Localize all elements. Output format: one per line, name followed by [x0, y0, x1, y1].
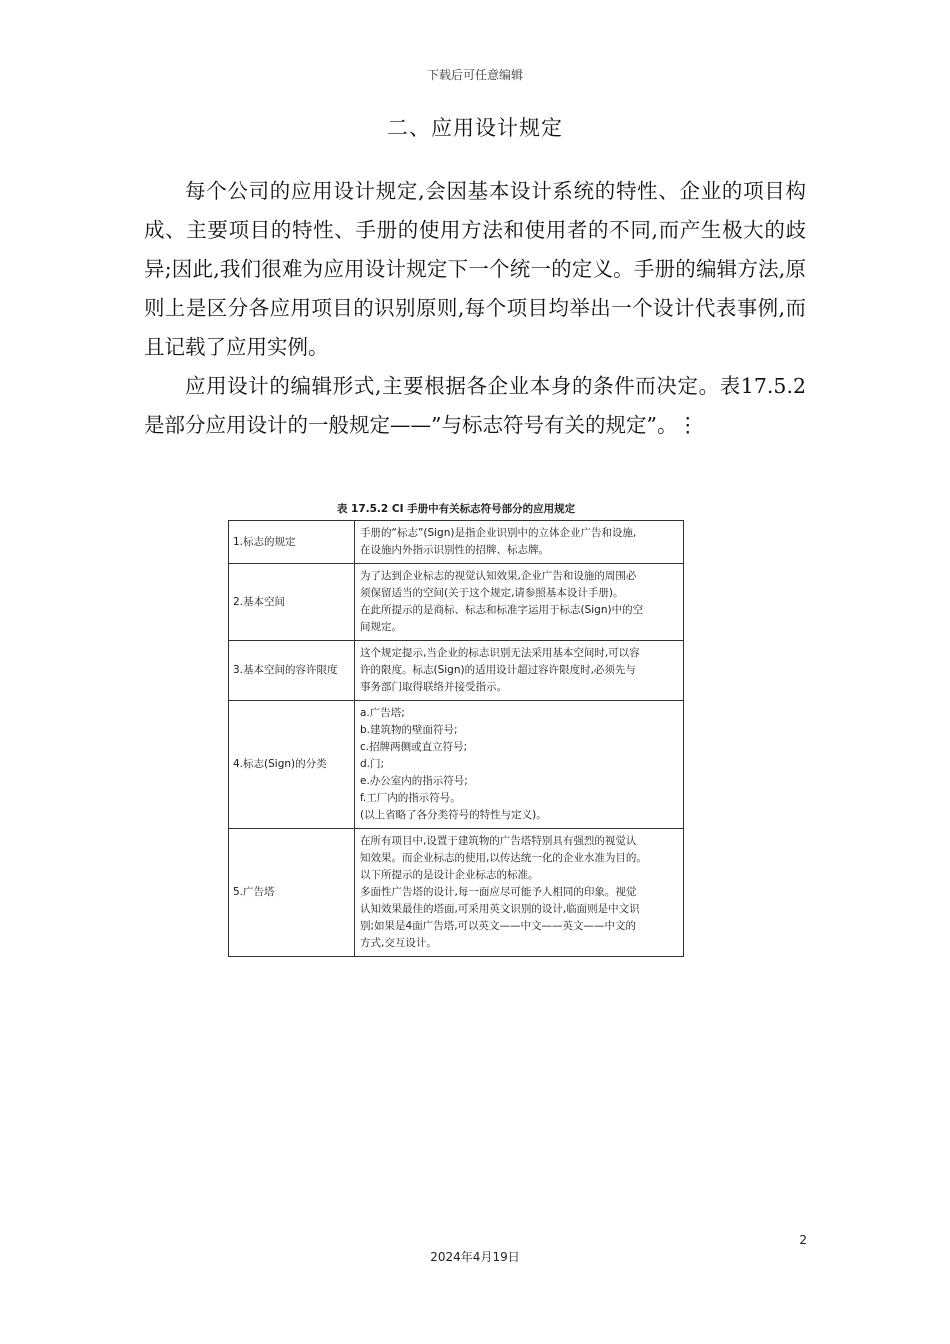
sign-rules-table — [228, 520, 684, 957]
description-line: c.招牌两侧或直立符号; — [360, 741, 468, 753]
description-line: 在所有项目中,设置于建筑物的广告塔特别具有强烈的视觉认 — [360, 835, 637, 847]
row-description — [355, 701, 684, 829]
row-label: 1.标志的规定 — [229, 521, 355, 564]
description-line: b.建筑物的壁面符号; — [360, 724, 458, 736]
description-line: 须保留适当的空间(关于这个规定,请参照基本设计手册)。 — [360, 587, 624, 599]
table-figure — [228, 500, 684, 957]
description-line: 事务部门取得联络并接受指示。 — [360, 681, 507, 693]
description-line: 许的限度。标志(Sign)的适用设计超过容许限度时,必须先与 — [360, 664, 636, 676]
description-line: 方式,交互设计。 — [360, 937, 437, 949]
description-line: 认知效果最佳的塔面,可采用英文识别的设计,临面则是中文识 — [360, 903, 640, 915]
table-row — [229, 641, 684, 701]
row-label: 4.标志(Sign)的分类 — [229, 701, 355, 829]
row-label: 5.广告塔 — [229, 829, 355, 957]
description-line: 间规定。 — [360, 621, 402, 633]
body-paragraph-1: 每个公司的应用设计规定,会因基本设计系统的特性、企业的项目构成、主要项目的特性、手册的使用方法和使用者的不同,而产生极大的歧异;因此,我们很难为应用设计规定下一个统一的定义。手册的编辑方法,原则上是区分各应用项目的识别原则,每个项目均举出一个设计代表事例,而且记载了应用实例。 — [144, 179, 806, 359]
description-line: a.广告塔; — [360, 707, 405, 719]
table-row — [229, 521, 684, 564]
table-row — [229, 564, 684, 641]
description-line: 手册的“标志”(Sign)是指企业识别中的立体企业广告和设施, — [360, 527, 637, 539]
description-line: d.门; — [360, 758, 385, 770]
row-label: 2.基本空间 — [229, 564, 355, 641]
description-line: f.工厂内的指示符号。 — [360, 792, 461, 804]
row-description — [355, 564, 684, 641]
footer-date: 2024年4月19日 — [430, 1250, 520, 1264]
description-line: 别;如果是4面广告塔,可以英文——中文——英文——中文的 — [360, 920, 637, 932]
description-line: 这个规定提示,当企业的标志识别无法采用基本空间时,可以容 — [360, 647, 640, 659]
row-description — [355, 521, 684, 564]
table-row — [229, 829, 684, 957]
page-number: 2 — [799, 1233, 807, 1247]
row-description — [355, 641, 684, 701]
section-title: 二、应用设计规定 — [387, 116, 563, 140]
description-line: 以下所提示的是设计企业标志的标准。 — [360, 869, 539, 881]
description-line: 多面性广告塔的设计,每一面应尽可能予人相同的印象。视觉 — [360, 886, 637, 898]
description-line: e.办公室内的指示符号; — [360, 775, 468, 787]
description-line: 知效果。而企业标志的使用,以传达统一化的企业水准为目的。 — [360, 852, 647, 864]
description-line: 为了达到企业标志的视觉认知效果,企业广告和设施的周围必 — [360, 570, 637, 582]
row-label: 3.基本空间的容许限度 — [229, 641, 355, 701]
row-description — [355, 829, 684, 957]
description-line: 在此所提示的是商标、标志和标准字运用于标志(Sign)中的空 — [360, 604, 644, 616]
description-line: (以上省略了各分类符号的特性与定义)。 — [360, 809, 547, 821]
table-caption: 表 17.5.2 CI 手册中有关标志符号部分的应用规定 — [336, 503, 576, 515]
body-paragraph-2: 应用设计的编辑形式,主要根据各企业本身的条件而决定。表17.5.2是部分应用设计的一般规定——”与标志符号有关的规定”。⋮ — [144, 374, 806, 437]
description-line: 在设施内外指示识别性的招牌、标志牌。 — [360, 544, 549, 556]
header-note: 下载后可任意编辑 — [426, 68, 523, 82]
table-row — [229, 701, 684, 829]
